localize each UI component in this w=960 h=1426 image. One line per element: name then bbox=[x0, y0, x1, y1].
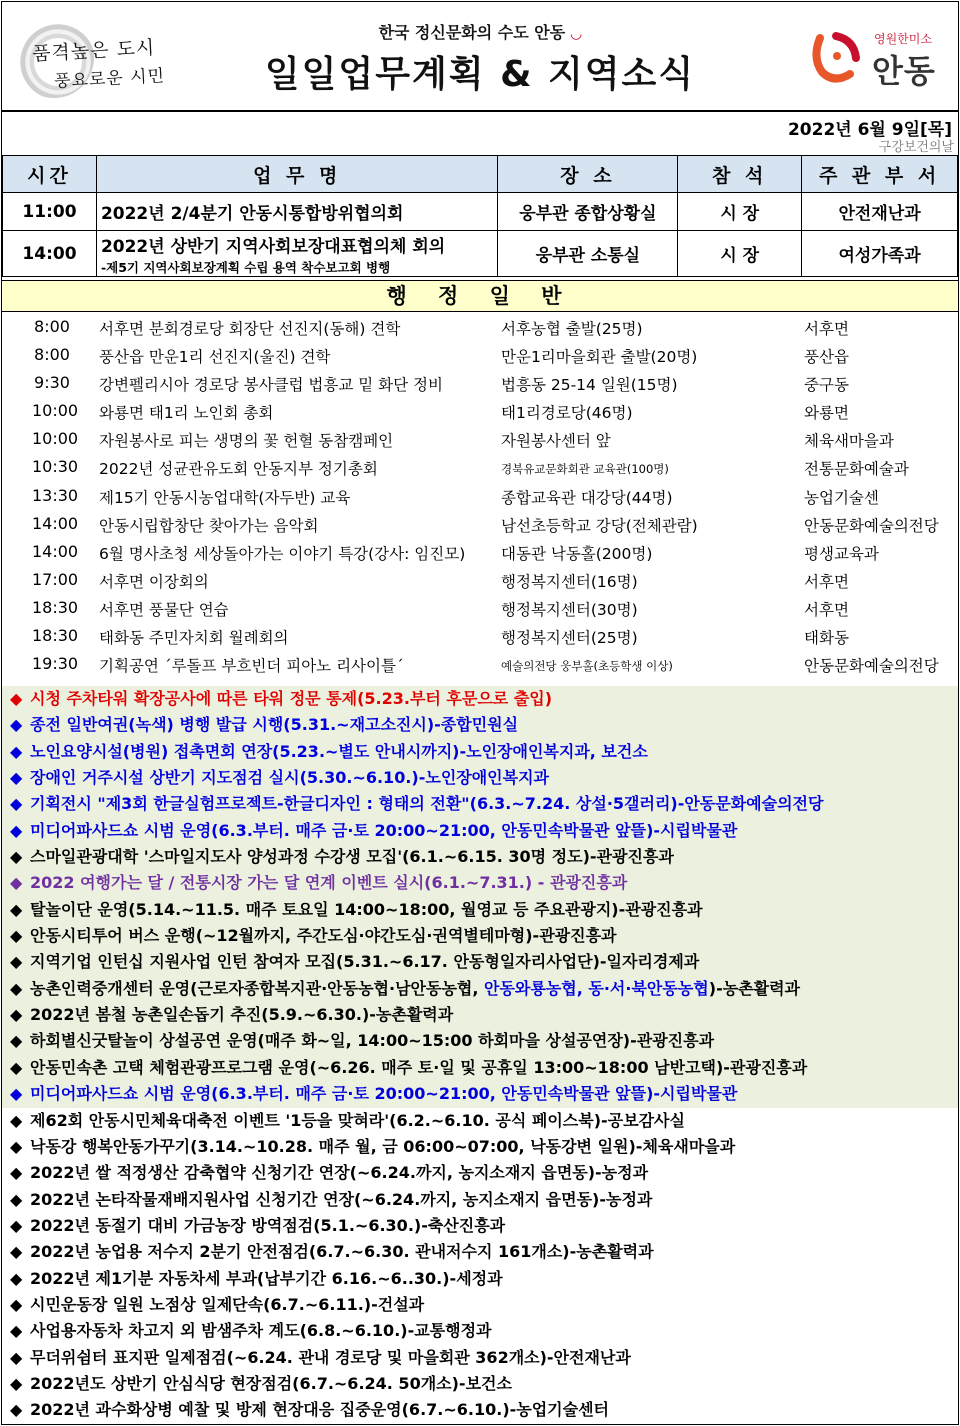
notice-item bbox=[2, 1345, 958, 1371]
notice-text: 노인요양시설(병원) 접촉면회 연장(5.23.~별도 안내시까지)-노인장애인복지과, 보건소 bbox=[30, 741, 648, 761]
notice-text: 미디어파사드쇼 시범 운영(6.3.부터. 매주 금·토 20:00~21:00, 안동민속박물관 앞뜰)-시립박물관 bbox=[30, 820, 738, 840]
notice-text: 안동시티투어 버스 운행(~12월까지, 주간도심·야간도심·권역별테마형)-관광진흥과 bbox=[30, 926, 617, 946]
list-item bbox=[2, 566, 958, 594]
diamond-bullet-icon: ◆ bbox=[10, 1189, 23, 1209]
list-item bbox=[2, 538, 958, 566]
list-item bbox=[2, 482, 958, 510]
notice-text: 스마일관광대학 '스마일지도사 양성과정 수강생 모집'(6.1.~6.15. 30명 정도)-관광진흥과 bbox=[30, 847, 674, 867]
observance-day: 구강보건의날 bbox=[878, 140, 954, 155]
row-place: 웅부관 종합상황실 bbox=[498, 193, 678, 231]
smile-mark-icon: ◡ bbox=[570, 26, 582, 42]
table-row bbox=[3, 231, 958, 277]
notice-text: 2022년 농업용 저수지 2분기 안전점검(6.7.~6.30. 관내저수지 161개소)-농촌활력과 bbox=[30, 1242, 654, 1262]
item-time: 13:30 bbox=[32, 485, 79, 505]
diamond-bullet-icon: ◆ bbox=[10, 1136, 23, 1156]
table-row bbox=[3, 193, 958, 231]
notice-item bbox=[2, 1028, 958, 1054]
notice-list bbox=[2, 686, 958, 1424]
row-task: 2022년 2/4분기 안동시통합방위협의회 bbox=[96, 193, 498, 231]
header bbox=[2, 2, 958, 110]
notice-text: 시민운동장 일원 노점상 일제단속(6.7.~6.11.)-건설과 bbox=[30, 1294, 425, 1314]
diamond-bullet-icon: ◆ bbox=[10, 899, 23, 919]
notice-text: 하회별신굿탈놀이 상설공연 운영(매주 화~일, 14:00~15:00 하회마을 상설공연장)-관광진흥과 bbox=[30, 1031, 715, 1051]
item-place: 태1리경로당(46명) bbox=[501, 404, 633, 423]
diamond-bullet-icon: ◆ bbox=[10, 873, 23, 893]
notice-text-a: 농촌인력중개센터 운영(근로자종합복지관·안동농협·남안동농협, bbox=[30, 978, 485, 998]
notice-item bbox=[2, 1397, 958, 1423]
list-item bbox=[2, 510, 958, 538]
item-dept: 와룡면 bbox=[804, 404, 849, 423]
item-time: 14:00 bbox=[32, 541, 79, 561]
notice-item bbox=[2, 1134, 958, 1160]
row-dept: 여성가족과 bbox=[802, 231, 958, 277]
notice-item bbox=[2, 923, 958, 949]
item-event: 제15기 안동시농업대학(자두반) 교육 bbox=[99, 488, 351, 507]
item-dept: 평생교육과 bbox=[804, 544, 879, 563]
diamond-bullet-icon: ◆ bbox=[10, 1400, 23, 1420]
item-time: 8:00 bbox=[34, 345, 70, 365]
notice-item bbox=[2, 976, 958, 1002]
item-place: 서후농협 출발(25명) bbox=[501, 320, 643, 338]
item-dept: 체육새마을과 bbox=[804, 432, 894, 451]
item-place: 대동관 낙동홀(200명) bbox=[501, 544, 653, 563]
item-dept: 태화동 bbox=[804, 629, 849, 648]
diamond-bullet-icon: ◆ bbox=[10, 978, 23, 998]
item-time: 17:00 bbox=[32, 569, 79, 589]
notice-item bbox=[2, 1266, 958, 1292]
date: 2022년 6월 9일[목] bbox=[787, 120, 952, 140]
diamond-bullet-icon: ◆ bbox=[10, 741, 23, 761]
diamond-bullet-icon: ◆ bbox=[10, 1215, 23, 1235]
item-dept: 서후면 bbox=[804, 600, 849, 619]
notice-text: 낙동강 행복안동가꾸기(3.14.~10.28. 매주 월, 금 06:00~07:00, 낙동강변 일원)-체육새마을과 bbox=[30, 1136, 736, 1156]
admin-section-title: 행 정 일 반 bbox=[2, 280, 958, 312]
diamond-bullet-icon: ◆ bbox=[10, 1373, 23, 1393]
diamond-bullet-icon: ◆ bbox=[10, 1084, 23, 1104]
notice-item bbox=[2, 870, 958, 896]
list-item bbox=[2, 594, 958, 622]
item-time: 10:00 bbox=[32, 429, 79, 449]
logo-name: 안동 bbox=[872, 52, 936, 90]
notice-text: 2022년 제1기분 자동차세 부과(납부기간 6.16.~6..30.)-세정과 bbox=[30, 1268, 503, 1288]
andong-smile-icon bbox=[806, 28, 868, 86]
diamond-bullet-icon: ◆ bbox=[10, 847, 23, 867]
subtitle-text: 한국 정신문화의 수도 안동 bbox=[378, 23, 566, 42]
item-event: 와룡면 태1리 노인회 총회 bbox=[99, 404, 274, 423]
diamond-bullet-icon: ◆ bbox=[10, 1057, 23, 1077]
list-item bbox=[2, 369, 958, 397]
diamond-bullet-icon: ◆ bbox=[10, 820, 23, 840]
diamond-bullet-icon: ◆ bbox=[10, 1005, 23, 1025]
item-place: 법흥동 25-14 일원(15명) bbox=[501, 376, 678, 395]
item-dept: 풍산읍 bbox=[804, 348, 849, 367]
notice-item bbox=[2, 1108, 958, 1134]
item-time: 8:00 bbox=[34, 317, 70, 336]
diamond-bullet-icon: ◆ bbox=[10, 1347, 23, 1367]
diamond-bullet-icon: ◆ bbox=[10, 1031, 23, 1051]
notice-item bbox=[2, 1318, 958, 1344]
notice-item bbox=[2, 1160, 958, 1186]
item-dept: 안동문화예술의전당 bbox=[804, 657, 939, 676]
row-attend: 시 장 bbox=[678, 231, 802, 277]
item-time: 10:30 bbox=[32, 457, 79, 477]
item-place: 예술의전당 웅부홀(초등학생 이상) bbox=[501, 659, 673, 674]
row-time: 14:00 bbox=[3, 231, 97, 277]
notice-text: 2022년 쌀 적정생산 감축협약 신청기간 연장(~6.24.까지, 농지소재지 읍면동)-농정과 bbox=[30, 1163, 649, 1183]
notice-item bbox=[2, 1239, 958, 1265]
diamond-bullet-icon: ◆ bbox=[10, 1268, 23, 1288]
notice-text: 종전 일반여권(녹색) 병행 발급 시행(5.31.~재고소진시)-종합민원실 bbox=[30, 715, 519, 735]
item-time: 19:30 bbox=[32, 654, 79, 674]
diamond-bullet-icon: ◆ bbox=[10, 952, 23, 972]
header-place: 장 소 bbox=[498, 156, 678, 193]
list-item bbox=[2, 453, 958, 481]
item-event: 서후면 이장회의 bbox=[99, 572, 209, 591]
list-item bbox=[2, 622, 958, 650]
andong-logo bbox=[806, 24, 946, 90]
header-dept: 주 관 부 서 bbox=[802, 156, 958, 193]
diamond-bullet-icon: ◆ bbox=[10, 1294, 23, 1314]
notice-item bbox=[2, 791, 958, 817]
item-event: 서후면 분회경로당 회장단 선진지(동해) 견학 bbox=[99, 320, 401, 338]
list-item bbox=[2, 313, 958, 341]
notice-text: 탈놀이단 운영(5.14.~11.5. 매주 토요일 14:00~18:00, 월영교 등 주요관광지)-관광진흥과 bbox=[30, 899, 703, 919]
item-place: 행정복지센터(25명) bbox=[501, 629, 638, 648]
item-dept: 전통문화예술과 bbox=[804, 460, 909, 479]
notice-item bbox=[2, 1213, 958, 1239]
notice-text: 2022년 동절기 대비 가금농장 방역점검(5.1.~6.30.)-축산진흥과 bbox=[30, 1215, 506, 1235]
list-item bbox=[2, 425, 958, 453]
diamond-bullet-icon: ◆ bbox=[10, 1163, 23, 1183]
item-dept: 서후면 bbox=[804, 572, 849, 591]
notice-text-b: 안동와룡농협, 동·서·북안동농협 bbox=[484, 978, 709, 998]
diamond-bullet-icon: ◆ bbox=[10, 1242, 23, 1262]
item-event: 2022년 성균관유도회 안동지부 정기총회 bbox=[99, 460, 378, 479]
item-dept: 농업기술센 bbox=[804, 488, 879, 507]
item-event: 자원봉사로 피는 생명의 꽃 헌혈 동참캠페인 bbox=[99, 432, 394, 451]
item-event: 태화동 주민자치회 월례회의 bbox=[99, 629, 289, 648]
row-task-main: 2022년 상반기 지역사회보장대표협의체 회의 bbox=[100, 236, 446, 257]
notice-item bbox=[2, 1292, 958, 1318]
item-place: 종합교육관 대강당(44명) bbox=[501, 488, 673, 507]
row-dept: 안전재난과 bbox=[802, 193, 958, 231]
notice-item bbox=[2, 897, 958, 923]
notice-text-c: )-농촌활력과 bbox=[708, 978, 800, 998]
notice-text: 제62회 안동시민체육대축전 이벤트 '1등을 맞혀라'(6.2.~6.10. 공식 페이스북)-공보감사실 bbox=[30, 1110, 685, 1130]
notice-item bbox=[2, 818, 958, 844]
row-place: 웅부관 소통실 bbox=[498, 231, 678, 277]
item-place: 행정복지센터(30명) bbox=[501, 600, 638, 619]
notice-text: 2022 여행가는 달 / 전통시장 가는 달 연계 이벤트 실시(6.1.~7.31.) - 관광진흥과 bbox=[30, 873, 628, 893]
document-frame bbox=[1, 1, 959, 1425]
item-event: 풍산읍 만운1리 선진지(울진) 견학 bbox=[99, 348, 331, 367]
list-item bbox=[2, 341, 958, 369]
diamond-bullet-icon: ◆ bbox=[10, 768, 23, 788]
row-attend: 시 장 bbox=[678, 193, 802, 231]
notice-text: 2022년 논타작물재배지원사업 신청기간 연장(~6.24.까지, 농지소재지 읍면동)-농정과 bbox=[30, 1189, 653, 1209]
admin-list bbox=[2, 313, 958, 678]
item-dept: 안동문화예술의전당 bbox=[804, 516, 939, 535]
item-place: 남선초등학교 강당(전체관람) bbox=[501, 516, 698, 535]
notice-text: 2022년도 상반기 안심식당 현장점검(6.7.~6.24. 50개소)-보건소 bbox=[30, 1373, 512, 1393]
item-event: 6월 명사초청 세상돌아가는 이야기 특강(강사: 임진모) bbox=[99, 544, 466, 563]
diamond-bullet-icon: ◆ bbox=[10, 715, 23, 735]
item-time: 18:30 bbox=[32, 626, 79, 646]
header-divider bbox=[2, 110, 958, 112]
header-attend: 참 석 bbox=[678, 156, 802, 193]
item-place: 행정복지센터(16명) bbox=[501, 572, 638, 591]
notice-item bbox=[2, 1371, 958, 1397]
notice-text: 2022년 봄철 농촌일손돕기 추진(5.9.~6.30.)-농촌활력과 bbox=[30, 1005, 454, 1025]
notice-text: 사업용자동차 차고지 외 밤샘주차 계도(6.8.~6.10.)-교통행정과 bbox=[30, 1321, 492, 1341]
diamond-bullet-icon: ◆ bbox=[10, 794, 23, 814]
notice-item bbox=[2, 1055, 958, 1081]
item-place: 자원봉사센터 앞 bbox=[501, 432, 611, 451]
notice-item bbox=[2, 686, 958, 712]
row-task bbox=[96, 231, 498, 277]
header-time: 시간 bbox=[3, 156, 97, 193]
notice-item bbox=[2, 949, 958, 975]
item-place: 만운1리마을회관 출발(20명) bbox=[501, 348, 698, 367]
header-task: 업 무 명 bbox=[96, 156, 498, 193]
item-dept: 중구동 bbox=[804, 376, 849, 395]
notice-item bbox=[2, 1187, 958, 1213]
schedule-header-row bbox=[3, 156, 958, 193]
item-event: 기획공연 ´루돌프 부흐빈더 피아노 리사이틀´ bbox=[99, 657, 404, 676]
list-item bbox=[2, 397, 958, 425]
notice-text: 장애인 거주시설 상반기 지도점검 실시(5.30.~6.10.)-노인장애인복지과 bbox=[30, 768, 550, 788]
diamond-bullet-icon: ◆ bbox=[10, 926, 23, 946]
diamond-bullet-icon: ◆ bbox=[10, 1321, 23, 1341]
notice-text: 무더위쉼터 표지판 일제점검(~6.24. 관내 경로당 및 마을회관 362개소)-안전재난과 bbox=[30, 1347, 631, 1367]
notice-item bbox=[2, 1002, 958, 1028]
list-item bbox=[2, 650, 958, 678]
notice-item bbox=[2, 712, 958, 738]
diamond-bullet-icon: ◆ bbox=[10, 689, 23, 708]
item-time: 10:00 bbox=[32, 401, 79, 421]
item-event: 서후면 풍물단 연습 bbox=[99, 600, 229, 619]
notice-text: 시청 주차타워 확장공사에 따른 타워 정문 통제(5.23.부터 후문으로 출입) bbox=[30, 689, 553, 708]
item-event: 안동시립합창단 찾아가는 음악회 bbox=[99, 516, 319, 535]
notice-text: 2022년 과수화상병 예찰 및 방제 현장대응 집중운영(6.7.~6.10.)-농업기술센터 bbox=[30, 1400, 610, 1420]
row-time: 11:00 bbox=[3, 193, 97, 231]
schedule-table bbox=[2, 155, 958, 277]
notice-item bbox=[2, 739, 958, 765]
page-title: 일일업무계획 & 지역소식 bbox=[264, 54, 696, 95]
row-task-sub: -제5기 지역사회보장계획 수립 용역 착수보고회 병행 bbox=[100, 259, 391, 275]
item-event: 강변펠리시아 경로당 봉사클럽 법흥교 밑 화단 정비 bbox=[99, 376, 443, 395]
item-time: 9:30 bbox=[34, 373, 70, 393]
notice-item bbox=[2, 844, 958, 870]
item-place: 경북유교문화회관 교육관(100명) bbox=[501, 462, 669, 477]
logo-tagline: 영원한미소 bbox=[874, 32, 932, 46]
diamond-bullet-icon: ◆ bbox=[10, 1110, 23, 1130]
notice-text: 지역기업 인턴십 지원사업 인턴 참여자 모집(5.31.~6.17. 안동형일자리사업단)-일자리경제과 bbox=[30, 952, 700, 972]
notice-item bbox=[2, 765, 958, 791]
notice-item bbox=[2, 1081, 958, 1107]
slogan-line2: 풍요로운 시민 bbox=[53, 66, 166, 92]
item-time: 18:30 bbox=[32, 597, 79, 617]
slogan-line1: 품격높은 도시 bbox=[31, 36, 156, 66]
notice-text: 기획전시 "제3회 한글실험프로젝트-한글디자인 : 형태의 전환"(6.3.~7.24. 상설·5갤러리)-안동문화예술의전당 bbox=[30, 794, 824, 814]
notice-text: 미디어파사드쇼 시범 운영(6.3.부터. 매주 금·토 20:00~21:00, 안동민속박물관 앞뜰)-시립박물관 bbox=[30, 1084, 738, 1104]
notice-text: 안동민속촌 고택 체험관광프로그램 운영(~6.26. 매주 토·일 및 공휴일 13:00~18:00 남반고택)-관광진흥과 bbox=[30, 1057, 808, 1077]
item-time: 14:00 bbox=[32, 513, 79, 533]
item-dept: 서후면 bbox=[804, 320, 849, 338]
